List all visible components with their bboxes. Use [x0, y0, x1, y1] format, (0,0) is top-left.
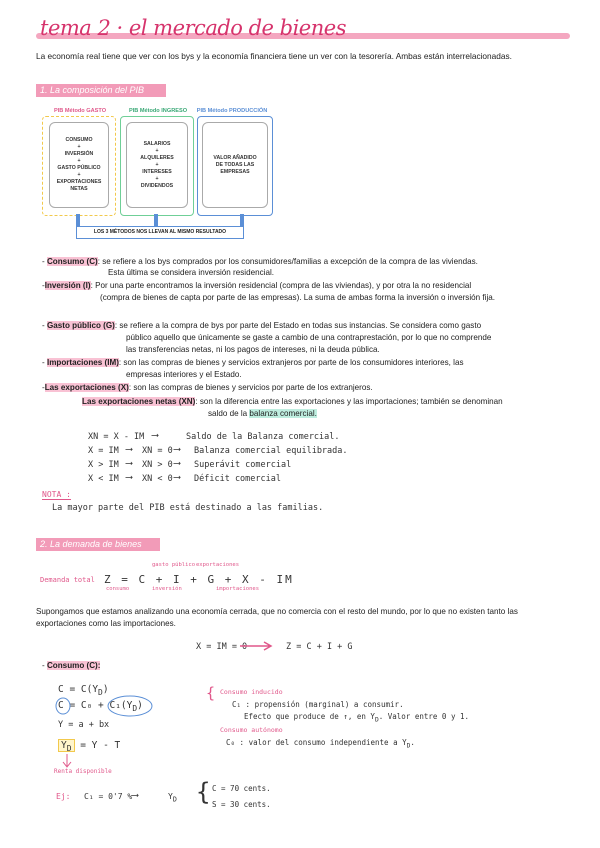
- ej-yd-sub: D: [172, 795, 177, 804]
- term-xn: Las exportaciones netas (XN): [82, 397, 196, 406]
- term-importaciones: Importaciones (IM): [46, 358, 119, 367]
- consumo-heading: Consumo (C):: [46, 661, 101, 670]
- def-inversion-2: (compra de bienes de capta por parte de las empresas). La suma de ambas forma la inversión o inversión fija.: [100, 293, 495, 302]
- def-export-text: : son las compras de bienes y servicios por parte de los extranjeros.: [128, 383, 373, 392]
- gasto-box: CONSUMO + INVERSIÓN + GASTO PÚBLICO + EXPORTACIONES NETAS: [49, 122, 109, 208]
- closed-eq-left: X = IM = 0: [196, 642, 248, 652]
- ej-s: S = 30 cents.: [212, 800, 271, 809]
- hand-eq-4-rhs: XN < 0: [142, 474, 173, 484]
- ann-consumo: consumo: [106, 586, 130, 592]
- section-heading-pib: 1. La composición del PIB: [36, 84, 166, 97]
- ej-c: C = 70 cents.: [212, 784, 271, 793]
- c1-text2-a: Efecto que produce de ↑, en Y: [244, 712, 375, 721]
- arrow-4b: ⟶: [174, 472, 181, 483]
- def-xn-text2: saldo de la: [208, 409, 248, 418]
- hand-eq-1-rhs: Saldo de la Balanza comercial.: [186, 432, 340, 442]
- c0-text: C₀ : valor del consumo independiente a $Y_D$.: [226, 738, 415, 750]
- hand-eq-4-lhs: X < IM: [88, 474, 119, 484]
- supongamos-paragraph: Supongamos que estamos analizando una economía cerrada, que no comercia con el resto del mundo, por lo que no existen tanto las exportaciones como las importaciones.: [36, 607, 518, 628]
- consumo-circles: [54, 694, 154, 720]
- cons-inducido: Consumo inducido: [220, 688, 283, 696]
- produccion-box: VALOR AÑADIDO DE TODAS LAS EMPRESAS: [202, 122, 268, 208]
- def-inversion: -Inversión (I): Por una parte encontramos la inversión residencial (compra de las viviendas), y por otra la no residencial: [42, 281, 472, 290]
- hand-eq-3-rhs2: Superávit comercial: [194, 460, 292, 470]
- def-xn-2: [208, 408, 568, 420]
- term-consumo: Consumo (C): [46, 257, 98, 266]
- ann-export: exportaciones: [196, 562, 240, 568]
- section-heading-demanda: 2. La demanda de bienes: [36, 538, 160, 551]
- hand-eq-3-lhs: X > IM: [88, 460, 119, 470]
- ej-label: Ej:: [56, 792, 71, 801]
- hand-eq-3-rhs: XN > 0: [142, 460, 173, 470]
- ingreso-method-label: PIB Método INGRESO: [128, 108, 188, 114]
- term-exportaciones: Las exportaciones (X): [44, 383, 129, 392]
- yd-sub: D: [66, 743, 72, 753]
- def-xn-text: : son la diferencia entre las exportaciones y las importaciones; también se denominan: [195, 397, 503, 406]
- arrow-3: ⟶: [126, 458, 133, 469]
- diagram-footer: LOS 3 MÉTODOS NOS LLEVAN AL MISMO RESULTADO: [76, 226, 244, 239]
- def-consumo: - Consumo (C): se refiere a los bys comprados por los consumidores/familias a excepción de la compra de las viviendas.: [42, 257, 478, 266]
- ej-yd: [168, 792, 177, 804]
- hand-eq-4-rhs2: Déficit comercial: [194, 474, 281, 484]
- ann-inversion: inversión: [152, 586, 182, 592]
- def-importaciones: - Importaciones (IM): son las compras de bienes y servicios extranjeros por parte de los consumidores interiores, las: [42, 358, 464, 367]
- def-xn: [82, 396, 577, 408]
- def-gasto-3: las transferencias netas, ni los pagos de intereses, ni la deuda pública.: [126, 345, 380, 354]
- c0-text-a: C₀ : valor del consumo independiente a Y: [226, 738, 407, 747]
- yd-text: Y: [61, 740, 67, 751]
- gasto-method-label: PIB Método GASTO: [53, 108, 107, 114]
- closed-eq-right: Z = C + I + G: [286, 642, 353, 652]
- arrow-3b: ⟶: [174, 458, 181, 469]
- ann-gasto: gasto público: [152, 562, 196, 568]
- def-gasto-2: público aquello que únicamente se gaste a cambio de una contraprestación, por lo que no comprende: [126, 333, 492, 342]
- balanza-highlight: balanza comercial.: [249, 409, 317, 418]
- c0-text-sub: D: [406, 742, 411, 750]
- ej-eq: C₁ = 0'7 %: [84, 792, 133, 801]
- consumo-eq-2-sub: D: [132, 703, 138, 713]
- def-exportaciones: -Las exportaciones (X): son las compras de bienes y servicios por parte de los extranjeros.: [42, 383, 373, 392]
- arrow-1: ⟶: [152, 430, 159, 441]
- def-consumo-2: Esta última se considera inversión residencial.: [108, 268, 275, 277]
- ej-arrow: ⟶: [132, 790, 139, 801]
- consumo-eq-1: $C = C(Y_D)$: [58, 684, 109, 697]
- c1-text2: [244, 712, 469, 724]
- consumo-eq-1-sub: D: [98, 687, 103, 697]
- def-gasto-text: : se refiere a la compra de bys por parte del Estado en todas sus instancias. Se considera como gasto: [114, 321, 482, 330]
- consumo-eq-3: Y = a + bx: [58, 720, 110, 730]
- intro-paragraph: La economía real tiene que ver con los bys y la economía financiera tiene un ver con la tesorería. Ambas están interrelacionadas.: [36, 51, 512, 61]
- closed-eq-arrow: [240, 641, 276, 651]
- nota-label: NOTA :: [42, 490, 71, 499]
- renta-label: Renta disponible: [54, 768, 112, 775]
- consumo-eq-1-text: C = C(Y: [58, 684, 99, 695]
- hand-eq-2-rhs: XN = 0: [142, 446, 173, 456]
- arrow-2: ⟶: [126, 444, 133, 455]
- def-import-text: : son las compras de bienes y servicios extranjeros por parte de los consumidores interiores, las: [118, 358, 464, 367]
- consumo-eq-4: [58, 740, 120, 753]
- def-importaciones-2: empresas interiores y el Estado.: [126, 370, 242, 379]
- nota-text: La mayor parte del PIB está destinado a las familias.: [52, 503, 324, 513]
- def-inversion-text: : Por una parte encontramos la inversión residencial (compra de las viviendas), y por otra la no residencial: [90, 281, 472, 290]
- c1-range: . Valor entre 0 y 1.: [378, 712, 470, 721]
- renta-arrow: [62, 754, 72, 768]
- consumo-heading-row: - Consumo (C):: [42, 661, 101, 670]
- consumo-eq-2-text: C = C₀ + C₁(Y: [58, 700, 133, 711]
- hand-eq-2-lhs: X = IM: [88, 446, 119, 456]
- hand-eq-1-lhs: XN = X - IM: [88, 432, 145, 442]
- demanda-label: Demanda total: [40, 576, 95, 584]
- def-consumo-text: : se refiere a los bys comprados por los consumidores/familias a excepción de la compra de las viviendas.: [97, 257, 478, 266]
- page-title: tema 2 · el mercado de bienes: [40, 16, 346, 40]
- ej-yd-text: Y: [168, 792, 173, 801]
- ingreso-box: SALARIOS + ALQUILERES + INTERESES + DIVIDENDOS: [126, 122, 188, 208]
- produccion-method-label: PIB Método PRODUCCIÓN: [196, 108, 268, 114]
- c1-text2-sub: D: [374, 716, 379, 724]
- consumo-brace: {: [206, 684, 216, 702]
- term-inversion: Inversión (I): [44, 281, 91, 290]
- ej-brace: {: [196, 778, 211, 806]
- c1-text: C₁ : propensión (marginal) a consumir.: [232, 700, 404, 709]
- arrow-2b: ⟶: [174, 444, 181, 455]
- pib-methods-diagram: [42, 104, 277, 240]
- yd-box: [58, 739, 75, 752]
- consumo-eq-2: $C = C_0 + C_1(Y_D)$: [58, 700, 143, 713]
- def-gasto: - Gasto público (G): se refiere a la compra de bys por parte del Estado en todas sus instancias. Se considera como gasto: [42, 321, 482, 330]
- term-gasto: Gasto público (G): [46, 321, 115, 330]
- cons-autonomo: Consumo autónomo: [220, 726, 283, 734]
- hand-eq-2-rhs2: Balanza comercial equilibrada.: [194, 446, 348, 456]
- ann-import: importaciones: [216, 586, 260, 592]
- arrow-4: ⟶: [126, 472, 133, 483]
- demanda-equation: Z = C + I + G + X - IM: [104, 573, 294, 586]
- consumo-eq-4-text: = Y - T: [80, 740, 121, 751]
